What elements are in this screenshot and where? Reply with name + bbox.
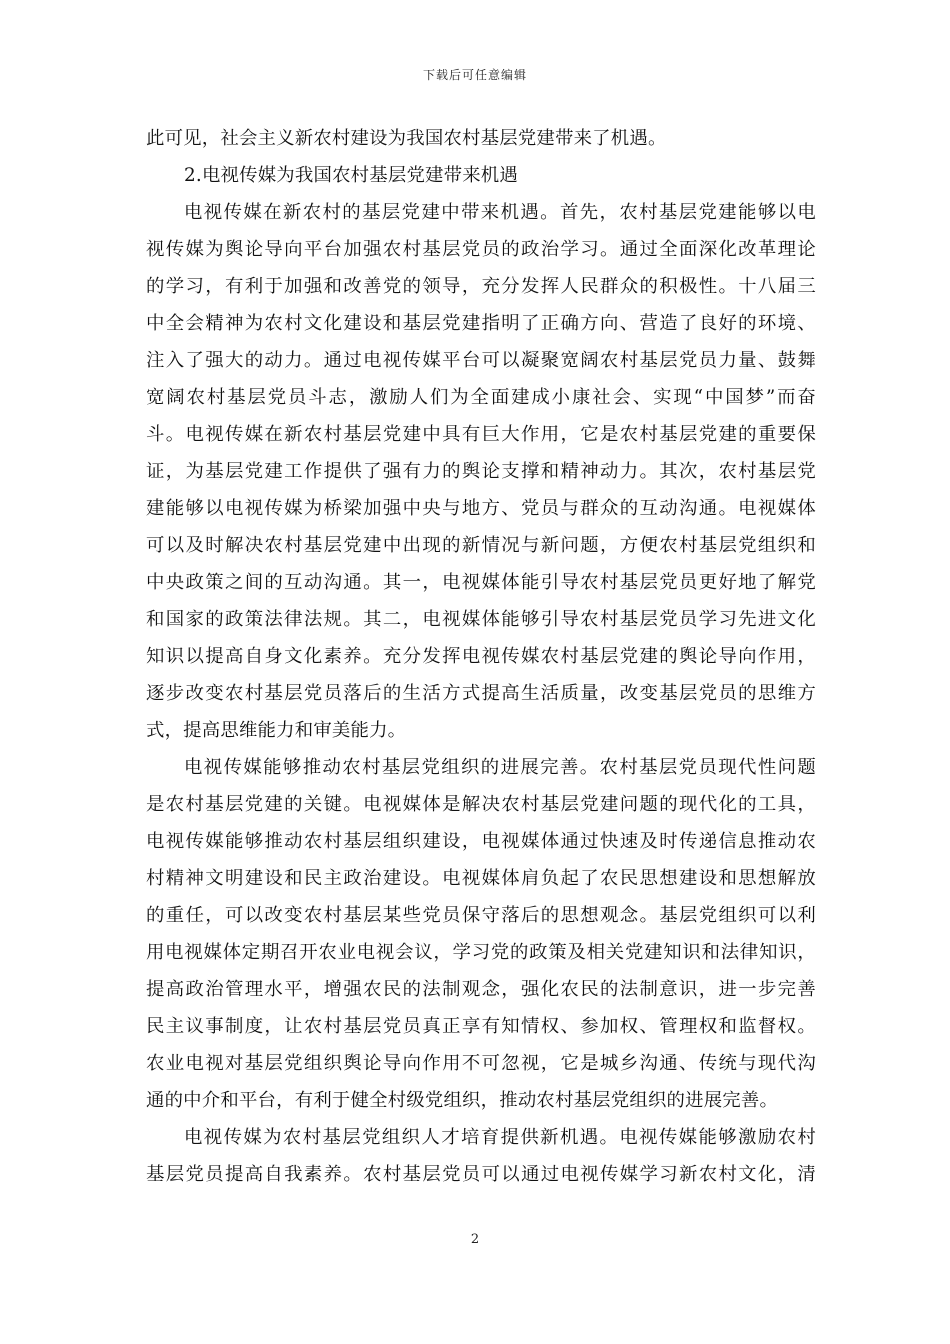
text-line: 是农村基层党建的关键。电视媒体是解决农村基层党建问题的现代化的工具， — [146, 794, 816, 815]
text-line: 此可见，社会主义新农村建设为我国农村基层党建带来了机遇。 — [146, 128, 667, 149]
text-line: 宽阔农村基层党员斗志，激励人们为全面建成小康社会、实现“中国梦”而奋 — [146, 387, 816, 408]
text-line: 基层党员提高自我素养。农村基层党员可以通过电视传媒学习新农村文化，清 — [146, 1164, 816, 1185]
text-line: 中全会精神为农村文化建设和基层党建指明了正确方向、营造了良好的环境、 — [146, 313, 816, 334]
text-line: 通的中介和平台，有利于健全村级党组织，推动农村基层党组织的进展完善。 — [146, 1090, 779, 1111]
text-line: 中央政策之间的互动沟通。其一，电视媒体能引导农村基层党员更好地了解党 — [146, 572, 816, 593]
page-header-note: 下载后可任意编辑 — [422, 68, 527, 82]
text-line: 式，提高思维能力和审美能力。 — [146, 720, 407, 741]
text-line: 2.电视传媒为我国农村基层党建带来机遇 — [184, 165, 518, 186]
text-line: 证，为基层党建工作提供了强有力的舆论支撑和精神动力。其次，农村基层党 — [146, 461, 816, 482]
text-line: 的重任，可以改变农村基层某些党员保守落后的思想观念。基层党组织可以利 — [146, 905, 816, 926]
text-line: 逐步改变农村基层党员落后的生活方式提高生活质量，改变基层党员的思维方 — [146, 683, 816, 704]
text-line: 可以及时解决农村基层党建中出现的新情况与新问题，方便农村基层党组织和 — [146, 535, 816, 556]
text-line: 用电视媒体定期召开农业电视会议，学习党的政策及相关党建知识和法律知识， — [146, 942, 816, 963]
text-line: 农业电视对基层党组织舆论导向作用不可忽视，它是城乡沟通、传统与现代沟 — [146, 1053, 816, 1074]
text-line: 注入了强大的动力。通过电视传媒平台可以凝聚宽阔农村基层党员力量、鼓舞 — [146, 350, 816, 371]
text-line: 电视传媒为农村基层党组织人才培育提供新机遇。电视传媒能够激励农村 — [184, 1127, 816, 1148]
text-line: 电视传媒能够推动农村基层组织建设，电视媒体通过快速及时传递信息推动农 — [146, 831, 816, 852]
text-line: 电视传媒在新农村的基层党建中带来机遇。首先，农村基层党建能够以电 — [184, 202, 816, 223]
text-line: 视传媒为舆论导向平台加强农村基层党员的政治学习。通过全面深化改革理论 — [146, 239, 816, 260]
text-line: 村精神文明建设和民主政治建设。电视媒体肩负起了农民思想建设和思想解放 — [146, 868, 816, 889]
text-line: 的学习，有利于加强和改善党的领导，充分发挥人民群众的积极性。十八届三 — [146, 276, 816, 297]
text-line: 知识以提高自身文化素养。充分发挥电视传媒农村基层党建的舆论导向作用， — [146, 646, 816, 667]
page-number: 2 — [470, 1232, 480, 1247]
text-line: 斗。电视传媒在新农村基层党建中具有巨大作用，它是农村基层党建的重要保 — [146, 424, 816, 445]
text-line: 建能够以电视传媒为桥梁加强中央与地方、党员与群众的互动沟通。电视媒体 — [146, 498, 816, 519]
text-line: 电视传媒能够推动农村基层党组织的进展完善。农村基层党员现代性问题 — [184, 757, 816, 778]
document-body — [146, 120, 816, 1193]
text-line: 民主议事制度，让农村基层党员真正享有知情权、参加权、管理权和监督权。 — [146, 1016, 816, 1037]
text-line: 和国家的政策法律法规。其二，电视媒体能够引导农村基层党员学习先进文化 — [146, 609, 816, 630]
text-line: 提高政治管理水平，增强农民的法制观念，强化农民的法制意识，进一步完善 — [146, 979, 816, 1000]
